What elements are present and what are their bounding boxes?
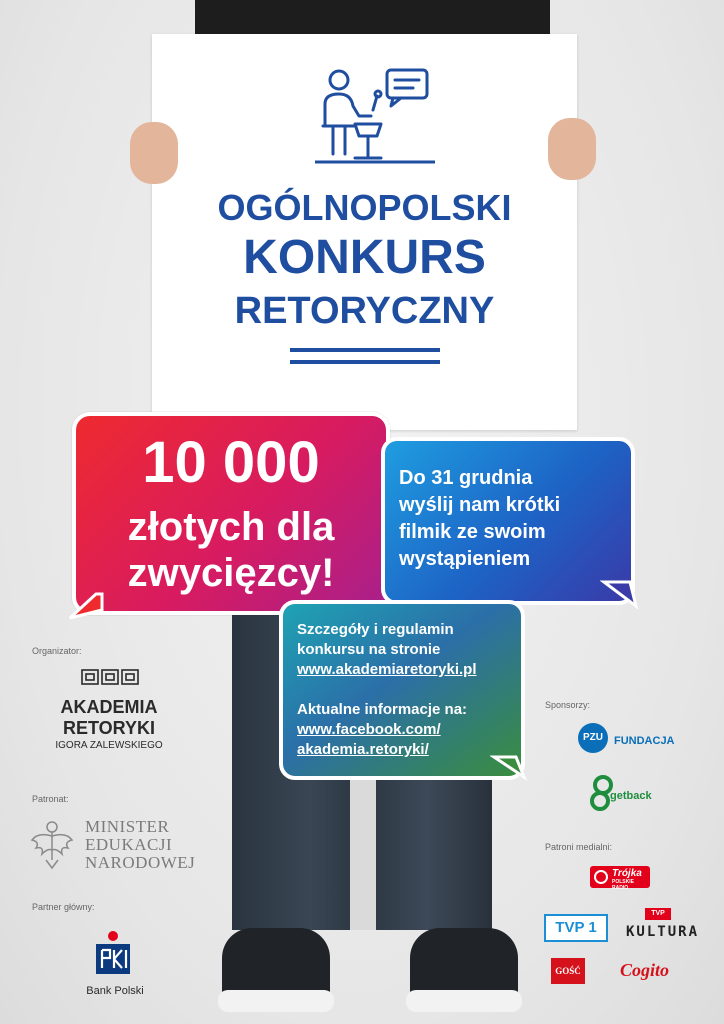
deadline-bubble [381,437,635,605]
deadline-line-3: filmik ze swoim [399,521,546,543]
media-label: Patroni medialni: [545,842,613,852]
info-block-1 [297,620,513,680]
cogito-logo: Cogito [620,960,670,980]
organizer-name-2: RETORYKI [62,718,155,738]
deadline-line-2: wyślij nam krótki [399,494,561,516]
sneaker-sole [406,990,522,1012]
tvp1-logo: TVP 1 [544,914,608,942]
info-line-1: Szczegóły i regulamin [297,621,454,638]
pko-logo-icon [92,930,134,976]
organizer-name-1: AKADEMIA [60,697,158,717]
prize-amount: 10 000 [142,430,320,495]
info-bubble-tail [490,755,530,785]
eagle-emblem-icon [30,818,74,870]
tvp-badge: TVP [645,908,671,920]
prize-bubble-tail [66,592,106,622]
right-hand [548,118,596,180]
sponsors-label: Sponsorzy: [545,700,591,710]
facebook-link-part-1[interactable]: www.facebook.com/ [297,721,441,738]
gosc-logo: GOŚĆ [551,958,585,984]
organizer-name-3: IGORA ZALEWSKIEGO [55,740,163,751]
left-hand [130,122,178,184]
patron-line-3: NARODOWEJ [85,853,196,872]
fundacja-label: FUNDACJA [614,735,675,747]
left-sneaker [222,928,330,1008]
info-line-3: Aktualne informacje na: [297,701,468,718]
title-line-1: OGÓLNOPOLSKI [217,187,512,228]
patron-line-1: MINISTER [85,817,170,836]
info-block-2 [297,700,513,760]
facebook-link-part-2[interactable]: akademia.retoryki/ [297,741,429,758]
prize-line-1: złotych dla [127,505,335,549]
deadline-text [399,465,623,573]
partner-label: Partner główny: [32,902,95,912]
deadline-bubble-tail [600,580,640,610]
info-bubble [279,600,525,780]
patron-label: Patronat: [32,794,69,804]
right-sneaker [410,928,518,1008]
speaker-podium-icon [315,66,435,166]
info-line-2: konkursu na stronie [297,641,441,658]
title-rule [290,360,440,364]
tvp-kultura-logo: KULTURA [626,924,700,940]
prize-bubble [72,412,390,615]
sneaker-sole [218,990,334,1012]
trojka-sub: POLSKIE RADIO [612,879,634,891]
trojka-logo [590,866,650,891]
title-line-2: KONKURS [243,231,486,284]
pzu-logo: PZU [578,723,608,753]
title-line-3: RETORYCZNY [234,290,495,332]
prize-text [76,504,386,596]
title-rule [290,348,440,352]
deadline-line-4: wystąpieniem [399,548,531,570]
trojka-name: Trójka [612,868,642,879]
getback-label: getback [610,790,652,802]
deadline-line-1: Do 31 grudnia [399,467,533,489]
akademia-retoryki-logo-icon [80,668,140,686]
patron-line-2: EDUKACJI [85,835,173,854]
organizer-label: Organizator: [32,646,82,656]
prize-line-2: zwycięzcy! [127,551,335,595]
trojka-circle-icon [594,870,608,884]
partner-name: Bank Polski [86,985,144,997]
website-link[interactable]: www.akademiaretoryki.pl [297,661,477,678]
